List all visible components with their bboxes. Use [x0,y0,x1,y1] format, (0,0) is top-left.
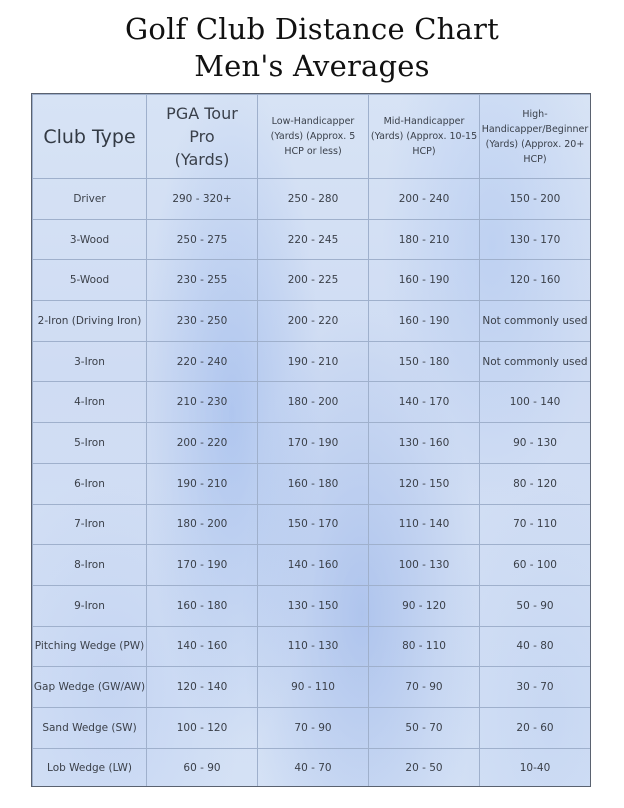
table-cell-club-type: 6-Iron [33,463,147,504]
table-cell-mid-handicapper: 70 - 90 [369,667,480,708]
table-cell-low-handicapper: 140 - 160 [258,545,369,586]
column-header-low-handicapper-text: Low-Handicapper (Yards) (Approx. 5 HCP or less) [270,116,356,157]
table-cell-mid-handicapper: 150 - 180 [369,341,480,382]
table-cell-pga-tour-pro: 140 - 160 [147,626,258,667]
table-cell-club-type: 3-Wood [33,219,147,260]
table-cell-low-handicapper: 160 - 180 [258,463,369,504]
table-row [33,585,591,626]
table-cell-pga-tour-pro: 230 - 250 [147,301,258,342]
table-cell-high-handicapper: 150 - 200 [480,179,591,220]
table-cell-mid-handicapper: 90 - 120 [369,585,480,626]
table-cell-club-type: Pitching Wedge (PW) [33,626,147,667]
table-row [33,545,591,586]
table-header-row [33,95,591,179]
table-cell-pga-tour-pro: 170 - 190 [147,545,258,586]
table-cell-high-handicapper: 10-40 [480,748,591,787]
table-cell-club-type: 5-Iron [33,423,147,464]
table-cell-high-handicapper: 50 - 90 [480,585,591,626]
table-cell-high-handicapper: 120 - 160 [480,260,591,301]
table-cell-mid-handicapper: 200 - 240 [369,179,480,220]
column-header-pga-tour-pro-text: PGA Tour Pro (Yards) [166,104,238,169]
table-cell-high-handicapper: 130 - 170 [480,219,591,260]
table-cell-low-handicapper: 170 - 190 [258,423,369,464]
distance-table [32,94,591,787]
table-cell-mid-handicapper: 160 - 190 [369,301,480,342]
table-cell-pga-tour-pro: 200 - 220 [147,423,258,464]
column-header-high-handicapper-text: High-Handicapper/Beginner (Yards) (Approx. 20+ HCP) [481,108,589,165]
table-cell-mid-handicapper: 50 - 70 [369,707,480,748]
table-cell-low-handicapper: 110 - 130 [258,626,369,667]
table-cell-pga-tour-pro: 60 - 90 [147,748,258,787]
table-cell-high-handicapper: 20 - 60 [480,707,591,748]
table-cell-low-handicapper: 70 - 90 [258,707,369,748]
table-cell-pga-tour-pro: 220 - 240 [147,341,258,382]
column-header-mid-handicapper-text: Mid-Handicapper (Yards) (Approx. 10-15 HCP) [370,116,478,157]
table-row [33,504,591,545]
table-cell-pga-tour-pro: 230 - 255 [147,260,258,301]
table-cell-pga-tour-pro: 180 - 200 [147,504,258,545]
table-cell-pga-tour-pro: 100 - 120 [147,707,258,748]
table-cell-low-handicapper: 130 - 150 [258,585,369,626]
table-cell-high-handicapper: 60 - 100 [480,545,591,586]
table-cell-mid-handicapper: 160 - 190 [369,260,480,301]
table-row [33,382,591,423]
table-cell-high-handicapper: 70 - 110 [480,504,591,545]
table-cell-high-handicapper: 100 - 140 [480,382,591,423]
table-cell-mid-handicapper: 180 - 210 [369,219,480,260]
table-cell-pga-tour-pro: 190 - 210 [147,463,258,504]
table-cell-mid-handicapper: 120 - 150 [369,463,480,504]
table-cell-high-handicapper: Not commonly used [480,301,591,342]
table-cell-pga-tour-pro: 160 - 180 [147,585,258,626]
table-row [33,219,591,260]
table-cell-club-type: 7-Iron [33,504,147,545]
table-row [33,341,591,382]
table-cell-mid-handicapper: 130 - 160 [369,423,480,464]
table-cell-low-handicapper: 150 - 170 [258,504,369,545]
table-cell-club-type: 3-Iron [33,341,147,382]
table-cell-pga-tour-pro: 250 - 275 [147,219,258,260]
table-cell-club-type: 4-Iron [33,382,147,423]
table-cell-mid-handicapper: 140 - 170 [369,382,480,423]
table-cell-mid-handicapper: 20 - 50 [369,748,480,787]
table-cell-low-handicapper: 220 - 245 [258,219,369,260]
page-subtitle: Men's Averages [194,49,430,83]
table-cell-club-type: Driver [33,179,147,220]
table-cell-club-type: 8-Iron [33,545,147,586]
table-cell-club-type: 5-Wood [33,260,147,301]
table-row [33,463,591,504]
distance-table-panel [31,93,591,787]
table-cell-low-handicapper: 200 - 225 [258,260,369,301]
table-cell-mid-handicapper: 110 - 140 [369,504,480,545]
table-cell-high-handicapper: 80 - 120 [480,463,591,504]
table-row [33,707,591,748]
table-row [33,301,591,342]
table-body [33,179,591,788]
table-cell-low-handicapper: 250 - 280 [258,179,369,220]
table-cell-club-type: Lob Wedge (LW) [33,748,147,787]
table-row [33,179,591,220]
column-header-low-handicapper [258,95,369,179]
table-cell-pga-tour-pro: 290 - 320+ [147,179,258,220]
column-header-club-type: Club Type [33,95,147,179]
page-title: Golf Club Distance Chart [125,12,499,46]
table-cell-low-handicapper: 40 - 70 [258,748,369,787]
column-header-mid-handicapper [369,95,480,179]
table-cell-mid-handicapper: 100 - 130 [369,545,480,586]
table-cell-high-handicapper: 30 - 70 [480,667,591,708]
table-row [33,667,591,708]
table-cell-club-type: 9-Iron [33,585,147,626]
table-cell-club-type: Gap Wedge (GW/AW) [33,667,147,708]
table-row [33,423,591,464]
table-cell-high-handicapper: 90 - 130 [480,423,591,464]
table-row [33,748,591,787]
table-cell-mid-handicapper: 80 - 110 [369,626,480,667]
table-cell-pga-tour-pro: 120 - 140 [147,667,258,708]
column-header-high-handicapper [480,95,591,179]
table-cell-high-handicapper: Not commonly used [480,341,591,382]
table-cell-club-type: 2-Iron (Driving Iron) [33,301,147,342]
table-row [33,626,591,667]
column-header-pga-tour-pro [147,95,258,179]
table-cell-high-handicapper: 40 - 80 [480,626,591,667]
table-cell-pga-tour-pro: 210 - 230 [147,382,258,423]
table-cell-low-handicapper: 90 - 110 [258,667,369,708]
table-cell-low-handicapper: 180 - 200 [258,382,369,423]
table-cell-club-type: Sand Wedge (SW) [33,707,147,748]
table-row [33,260,591,301]
table-cell-low-handicapper: 190 - 210 [258,341,369,382]
table-cell-low-handicapper: 200 - 220 [258,301,369,342]
